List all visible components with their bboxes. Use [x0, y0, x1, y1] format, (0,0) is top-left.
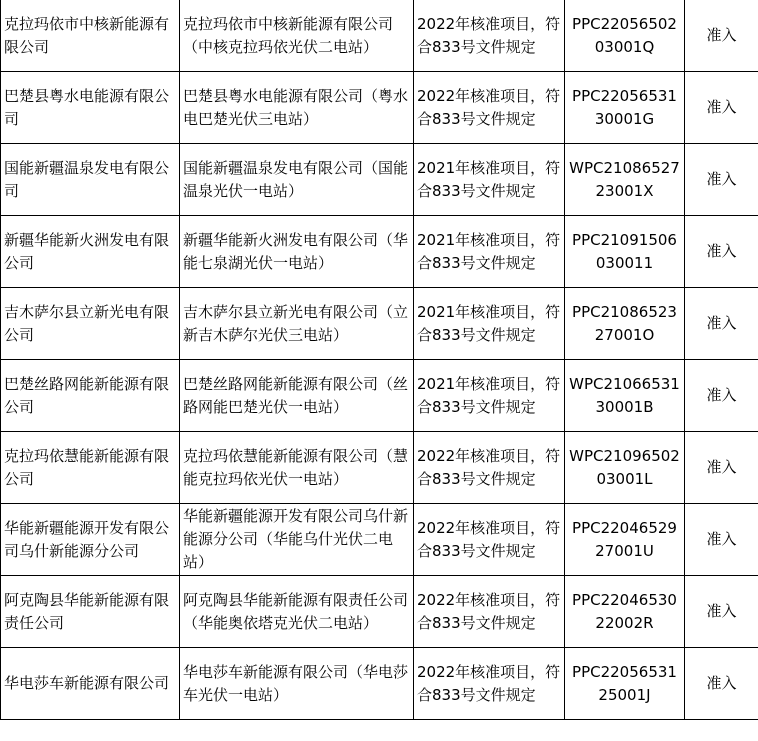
- project-code-cell: WPC2108652723001X: [565, 144, 685, 216]
- table-body: [1, 0, 758, 720]
- project-name-cell: 克拉玛依市中核新能源有限公司（中核克拉玛依光伏二电站）: [180, 0, 414, 72]
- project-code-cell: PPC21091506030011: [565, 216, 685, 288]
- status-cell: 准入: [685, 144, 758, 216]
- project-type-cell: 2021年核准项目，符合833号文件规定: [414, 360, 565, 432]
- status-cell: 准入: [685, 432, 758, 504]
- status-cell: 准入: [685, 648, 758, 720]
- project-code-cell: PPC2204652927001U: [565, 504, 685, 576]
- project-code-cell: WPC2109650203001L: [565, 432, 685, 504]
- table-row: [1, 288, 758, 360]
- status-cell: 准入: [685, 216, 758, 288]
- project-name-cell: 新疆华能新火洲发电有限公司（华能七泉湖光伏一电站）: [180, 216, 414, 288]
- project-type-cell: 2022年核准项目，符合833号文件规定: [414, 648, 565, 720]
- project-name-cell: 华电莎车新能源有限公司（华电莎车光伏一电站）: [180, 648, 414, 720]
- status-cell: 准入: [685, 504, 758, 576]
- table-row: [1, 648, 758, 720]
- project-type-cell: 2021年核准项目，符合833号文件规定: [414, 144, 565, 216]
- table-row: [1, 432, 758, 504]
- status-cell: 准入: [685, 360, 758, 432]
- company-name-cell: 新疆华能新火洲发电有限公司: [1, 216, 180, 288]
- status-cell: 准入: [685, 288, 758, 360]
- company-name-cell: 吉木萨尔县立新光电有限公司: [1, 288, 180, 360]
- company-name-cell: 克拉玛依市中核新能源有限公司: [1, 0, 180, 72]
- project-name-cell: 国能新疆温泉发电有限公司（国能温泉光伏一电站）: [180, 144, 414, 216]
- table-row: [1, 216, 758, 288]
- project-name-cell: 巴楚县粤水电能源有限公司（粤水电巴楚光伏三电站）: [180, 72, 414, 144]
- status-cell: 准入: [685, 0, 758, 72]
- company-name-cell: 华能新疆能源开发有限公司乌什新能源分公司: [1, 504, 180, 576]
- table-row: [1, 0, 758, 72]
- table-row: [1, 504, 758, 576]
- project-type-cell: 2022年核准项目，符合833号文件规定: [414, 0, 565, 72]
- company-name-cell: 克拉玛依慧能新能源有限公司: [1, 432, 180, 504]
- project-name-cell: 克拉玛依慧能新能源有限公司（慧能克拉玛依光伏一电站）: [180, 432, 414, 504]
- project-name-cell: 吉木萨尔县立新光电有限公司（立新吉木萨尔光伏三电站）: [180, 288, 414, 360]
- project-type-cell: 2022年核准项目，符合833号文件规定: [414, 576, 565, 648]
- project-code-cell: PPC2205653125001J: [565, 648, 685, 720]
- table-row: [1, 360, 758, 432]
- table-row: [1, 576, 758, 648]
- project-code-cell: PPC2204653022002R: [565, 576, 685, 648]
- project-name-cell: 华能新疆能源开发有限公司乌什新能源分公司（华能乌什光伏二电站）: [180, 504, 414, 576]
- company-name-cell: 阿克陶县华能新能源有限责任公司: [1, 576, 180, 648]
- project-name-cell: 巴楚丝路网能新能源有限公司（丝路网能巴楚光伏一电站）: [180, 360, 414, 432]
- company-name-cell: 华电莎车新能源有限公司: [1, 648, 180, 720]
- company-name-cell: 巴楚丝路网能新能源有限公司: [1, 360, 180, 432]
- status-cell: 准入: [685, 576, 758, 648]
- company-name-cell: 国能新疆温泉发电有限公司: [1, 144, 180, 216]
- status-cell: 准入: [685, 72, 758, 144]
- table-row: [1, 144, 758, 216]
- project-type-cell: 2022年核准项目，符合833号文件规定: [414, 432, 565, 504]
- project-code-cell: WPC2106653130001B: [565, 360, 685, 432]
- project-type-cell: 2022年核准项目，符合833号文件规定: [414, 72, 565, 144]
- project-name-cell: 阿克陶县华能新能源有限责任公司（华能奥依塔克光伏二电站）: [180, 576, 414, 648]
- project-type-cell: 2021年核准项目，符合833号文件规定: [414, 216, 565, 288]
- project-code-cell: PPC2205653130001G: [565, 72, 685, 144]
- project-code-cell: PPC2205650203001Q: [565, 0, 685, 72]
- project-type-cell: 2021年核准项目，符合833号文件规定: [414, 288, 565, 360]
- project-code-cell: PPC2108652327001O: [565, 288, 685, 360]
- project-type-cell: 2022年核准项目，符合833号文件规定: [414, 504, 565, 576]
- company-name-cell: 巴楚县粤水电能源有限公司: [1, 72, 180, 144]
- table-row: [1, 72, 758, 144]
